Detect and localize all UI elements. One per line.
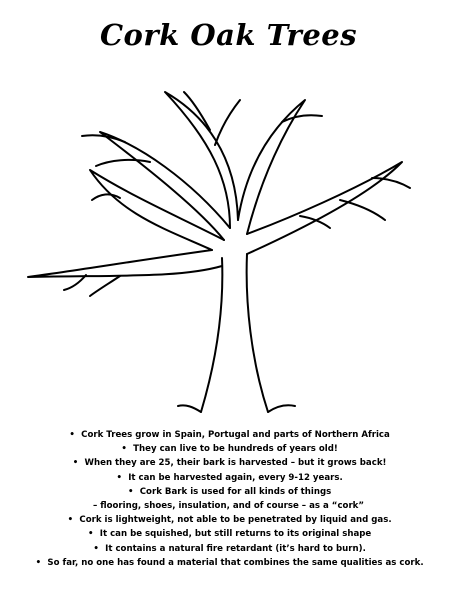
bullet-icon: • (121, 444, 127, 455)
bullet-icon: • (35, 557, 42, 568)
bullet-icon: • (69, 430, 75, 440)
fact-text: It can be squished, but still returns to its original shape (99, 529, 372, 540)
trunk-left-edge (201, 258, 222, 412)
fact-text: They can live to be hundreds of years old! (133, 444, 338, 455)
list-item (0, 513, 457, 527)
bullet-icon: • (116, 472, 122, 483)
list-item (0, 456, 457, 470)
list-item (0, 556, 457, 570)
fact-text: It can be harvested again, every 9-12 years. (128, 472, 343, 483)
bullet-icon: • (88, 529, 94, 540)
list-item (0, 542, 457, 556)
list-item-continuation (0, 499, 457, 513)
list-item (0, 428, 457, 442)
root-left (178, 405, 201, 412)
list-item (0, 527, 457, 541)
list-item (0, 442, 457, 456)
bullet-icon: • (72, 458, 79, 469)
branch-top-left (165, 92, 238, 228)
branch-left-low (28, 250, 222, 277)
bullet-icon: • (93, 543, 99, 554)
fact-text: When they are 25, their bark is harvested – but it grows back! (84, 458, 387, 469)
list-item (0, 471, 457, 485)
branch-left-mid (90, 170, 224, 250)
page-title: Cork Oak Trees (99, 18, 358, 52)
fact-text: Cork Bark is used for all kinds of things (139, 486, 332, 497)
root-right (268, 405, 295, 412)
fact-text: So far, no one has found a material that combines the same qualities as cork. (47, 557, 424, 568)
facts-list (0, 428, 457, 570)
tree-outline-illustration (0, 70, 457, 415)
list-item (0, 485, 457, 499)
bullet-icon: • (67, 515, 74, 526)
trunk-right-edge (247, 254, 268, 412)
bullet-icon: • (128, 486, 134, 497)
branch-right (247, 162, 402, 254)
fact-text: – flooring, shoes, insulation, and of course – as a “cork” (92, 501, 365, 512)
fact-text: Cork Trees grow in Spain, Portugal and parts of Northern Africa (81, 430, 390, 440)
fact-text: It contains a natural fire retardant (it’s hard to burn). (105, 543, 366, 554)
fact-text: Cork is lightweight, not able to be penetrated by liquid and gas. (79, 515, 392, 526)
